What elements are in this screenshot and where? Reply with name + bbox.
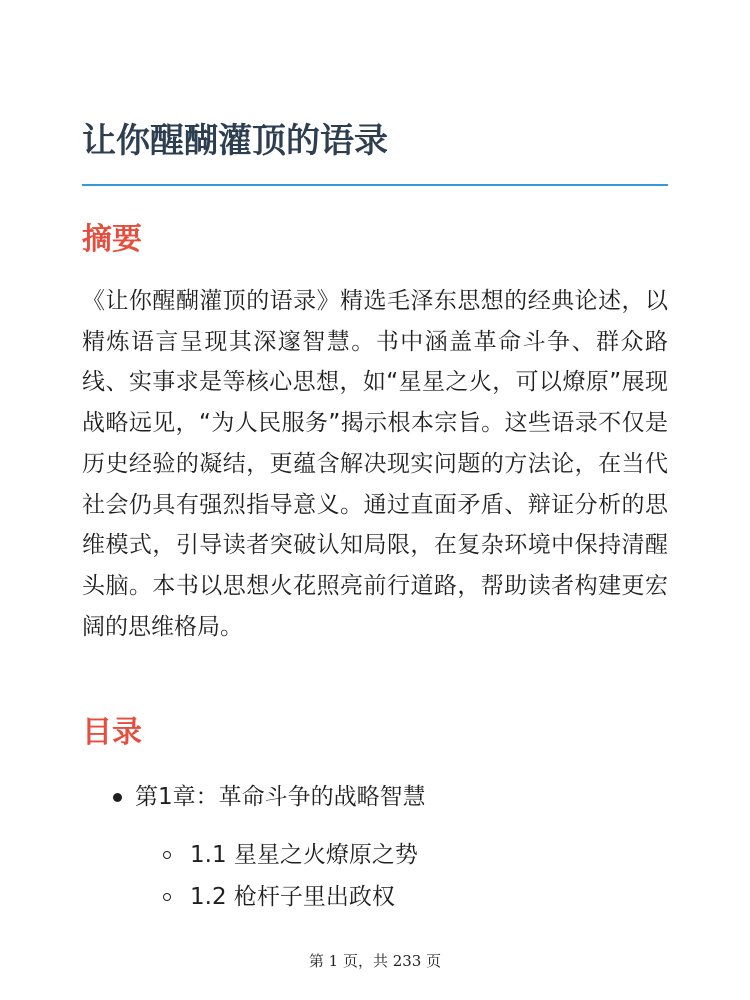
page-number-footer: 第 1 页，共 233 页 <box>308 952 442 970</box>
toc-chapter-item: 第1章：革命斗争的战略智慧 <box>135 784 426 810</box>
bullet-circle-icon <box>163 851 171 859</box>
page-title: 让你醒醐灌顶的语录 <box>82 121 388 161</box>
summary-heading: 摘要 <box>82 222 142 257</box>
summary-paragraph: 《让你醒醐灌顶的语录》精选毛泽东思想的经典论述，以精炼语言呈现其深邃智慧。书中涵盖革命斗争、群众路线、实事求是等核心思想，如“星星之火，可以燎原”展现战略远见，“为人民服务”揭示根本宗旨。这些语录不仅是历史经验的凝结，更蕴含解决现实问题的方法论，在当代社会仍具有强烈指导意义。通过直面矛盾、辩证分析的思维模式，引导读者突破认知局限，在复杂环境中保持清醒头脑。本书以思想火花照亮前行道路，帮助读者构建更宏阔的思维格局。 <box>82 288 668 640</box>
toc-heading: 目录 <box>82 715 142 750</box>
toc-section-item: 1.2 枪杆子里出政权 <box>190 884 395 910</box>
title-divider <box>82 184 668 186</box>
toc-section-item: 1.1 星星之火燎原之势 <box>190 842 418 868</box>
bullet-disc-icon <box>113 793 122 802</box>
bullet-circle-icon <box>163 893 171 901</box>
